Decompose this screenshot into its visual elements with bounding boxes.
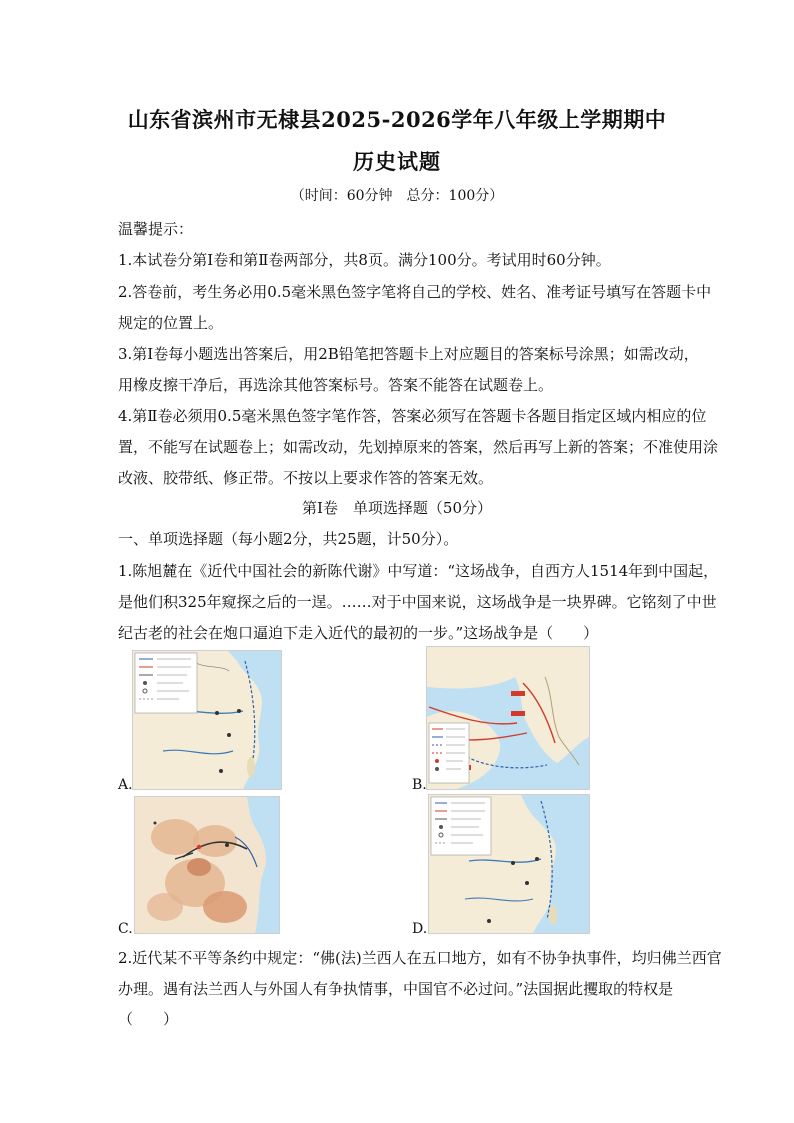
tip-line: 4.第Ⅱ卷必须用0.5毫米黑色签字笔作答，答案必须写在答题卡各题目指定区域内相应的位: [118, 407, 707, 425]
question-2-text: 办理。遇有法兰西人与外国人有争执情事，中国官不必过问。”法国据此攫取的特权是: [118, 980, 674, 998]
paper-title: 山东省滨州市无棣县2025-2026学年八年级上学期期中: [127, 107, 667, 132]
tip-line: 用橡皮擦干净后，再选涂其他答案标号。答案不能答在试题卷上。: [118, 376, 554, 394]
question-1-text: 纪古老的社会在炮口逼迫下走入近代的最初的一步。”这场战争是（ ）: [118, 624, 599, 642]
section-instruction: 一、单项选择题（每小题2分，共25题，计50分）。: [118, 530, 459, 548]
tip-line: 2.答卷前，考生务必用0.5毫米黑色签字笔将自己的学校、姓名、准考证号填写在答题卡中: [118, 283, 712, 301]
option-a-map[interactable]: [132, 650, 282, 790]
option-d-map[interactable]: [428, 794, 590, 934]
question-2-text: 2.近代某不平等条约中规定：“佛(法)兰西人在五口地方，如有不协争执事件，均归佛兰西官: [118, 949, 722, 967]
exam-time-info: （时间：60分钟 总分：100分）: [290, 188, 504, 204]
question-1-text: 1.陈旭麓在《近代中国社会的新陈代谢》中写道：“这场战争，自西方人1514年到中国起，: [118, 562, 719, 580]
tip-line: 改液、胶带纸、修正带。不按以上要求作答的答案无效。: [118, 469, 494, 487]
tips-heading: 温馨提示：: [118, 220, 194, 238]
option-d-label[interactable]: D.: [412, 921, 428, 937]
option-c-label[interactable]: C.: [118, 921, 133, 937]
option-c-map[interactable]: [134, 796, 280, 934]
tip-line: 置，不能写在试题卷上；如需改动，先划掉原来的答案，然后再写上新的答案；不准使用涂: [118, 438, 719, 456]
option-a-label[interactable]: A.: [118, 777, 133, 793]
subject-title: 历史试题: [353, 149, 441, 174]
question-2-text: （ ）: [118, 1010, 179, 1028]
option-b-label[interactable]: B.: [412, 777, 427, 793]
option-b-map[interactable]: [426, 646, 590, 790]
tip-line: 1.本试卷分第Ⅰ卷和第Ⅱ卷两部分，共8页。满分100分。考试用时60分钟。: [118, 251, 611, 269]
tip-line: 3.第Ⅰ卷每小题选出答案后，用2B铅笔把答题卡上对应题目的答案标号涂黑；如需改动，: [118, 345, 699, 363]
question-1-text: 是他们积325年窥探之后的一逞。……对于中国来说，这场战争是一块界碑。它铭刻了中世: [118, 593, 717, 611]
section-title: 第Ⅰ卷 单项选择题（50分）: [301, 499, 492, 517]
tip-line: 规定的位置上。: [118, 314, 224, 332]
